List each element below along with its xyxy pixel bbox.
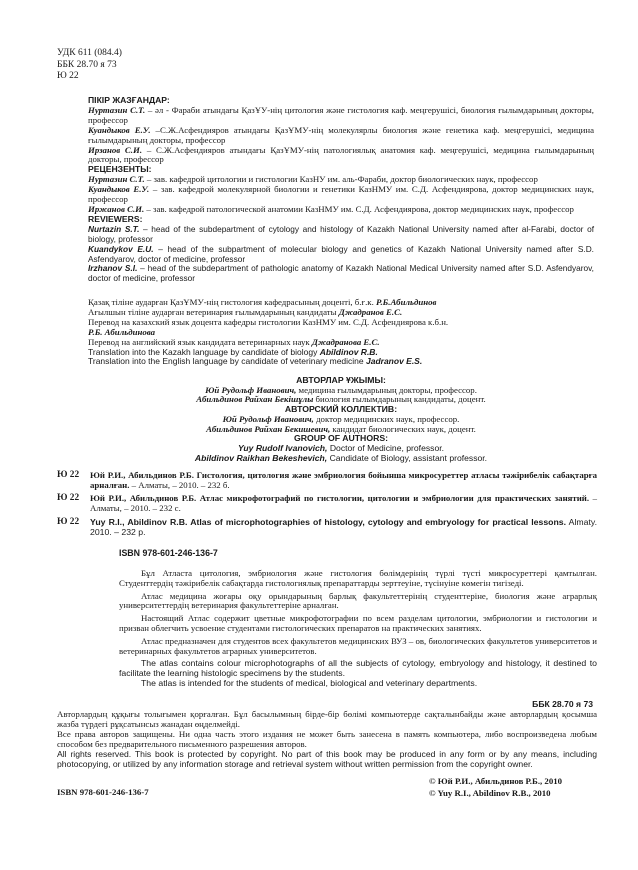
reviewer-name: Ирзанов С.И. bbox=[88, 144, 143, 155]
reviewer-text: – head of the subdepartment of pathologic anatomy of Kazakh National Medical University named after S.D. Asfendyarov, doctor of medicine, professor bbox=[88, 263, 594, 284]
author-text: медицина ғылымдарының докторы, профессор. bbox=[296, 384, 477, 395]
author-text: биология ғылымдарының кандидаты, доцент. bbox=[313, 394, 486, 405]
biblio-title: Юй Р.И., Абильдинов Р.Б. Атлас микрофотографий по гистологии, цитологии и эмбриологии для практических занятий. bbox=[90, 493, 590, 503]
reviewer-entry bbox=[88, 225, 594, 245]
reviewer-text: – head of the subpartment of molecular biology and genetics of Kazakh National University named after S.D. Asfendyarov, doctor of medicine, professor bbox=[88, 243, 594, 264]
author-text: кандидат биологических наук, доцент. bbox=[330, 423, 476, 434]
reviewers-section bbox=[88, 96, 594, 284]
translator-name: Джадранов Е.С. bbox=[338, 306, 403, 317]
reviewer-name: Нуртазин С.Т. bbox=[88, 174, 145, 185]
authors-heading-ru: АВТОРСКИЙ КОЛЛЕКТИВ: bbox=[284, 404, 398, 415]
author-mark: Ю 22 bbox=[57, 71, 79, 81]
author-name: Yuy Rudolf Ivanovich, bbox=[238, 442, 328, 453]
author-text: доктор медицинских наук, профессор. bbox=[313, 413, 460, 424]
abstract-paragraph: Атлас предназначен для студентов всех факультетов медицинских ВУЗ – ов, биологических факультетов университетов и ветеринарных факультетов аграрных университетов. bbox=[119, 635, 597, 656]
copyright-line-ru: © Юй Р.И., Абильдинов Р.Б., 2010 bbox=[429, 776, 563, 786]
biblio-code: Ю 22 bbox=[57, 470, 80, 480]
abstract-paragraph: Бұл Атласта цитология, эмбриология және гистология бөлімдерінің түрлі түсті микросуреттері қамтылған. Студенттердің тәжірибелік сабақтарда гистологиялық препараттарды зерттеуіне, түсінуіне көмегін тигізеді. bbox=[119, 568, 597, 588]
reviewer-text: – зав. кафедрой молекулярной биологии и генетики КазНМУ им. С.Д. Асфендиярова, доктор медицинских наук, профессор bbox=[88, 184, 594, 205]
copyright-notice bbox=[57, 710, 597, 769]
biblio-entry-en bbox=[57, 517, 597, 537]
translation-text: Translation into the Kazakh language by candidate of biology bbox=[88, 346, 320, 357]
copyright-text-en: All rights reserved. This book is protected by copyright. No part of this book may be produced in any form or by any means, including photocopying, or utilized by any information storage and retrieval system without written permission from the copyright owner. bbox=[57, 748, 597, 769]
biblio-entry-ru bbox=[57, 493, 597, 513]
authors-heading-en: GROUP OF AUTHORS: bbox=[293, 433, 389, 444]
biblio-title: Yuy R.I., Abildinov R.B. Atlas of microphotographies of histology, cytology and embryology for practical lessons. bbox=[90, 517, 567, 527]
abstract bbox=[119, 569, 597, 692]
reviewer-name: Куандыков Е.У. bbox=[88, 124, 151, 135]
reviewers-heading-kz: ПІКІР ЖАЗҒАНДАР: bbox=[88, 95, 170, 105]
author-entry bbox=[88, 454, 594, 464]
reviewers-heading-ru: РЕЦЕНЗЕНТЫ: bbox=[88, 164, 152, 175]
bbk-code-bottom: ББК 28.70 я 73 bbox=[532, 699, 593, 709]
reviewer-text: –С.Ж.Асфендияров атындағы ҚазҰМУ-нің молекулярлы биология және генетика каф. меңгерушісі, медицина ғылымдарының докторы, профессор bbox=[88, 124, 594, 145]
udk-code: УДК 611 (084.4) bbox=[57, 48, 122, 58]
author-text: Doctor of Medicine, professor. bbox=[327, 442, 444, 453]
catalog-header bbox=[57, 48, 122, 83]
authors-section bbox=[88, 376, 594, 463]
authors-heading-kz: АВТОРЛАР ҰЖЫМЫ: bbox=[296, 375, 386, 385]
reviewer-entry bbox=[88, 264, 594, 284]
reviewers-heading-en: REVIEWERS: bbox=[88, 213, 143, 224]
reviewer-text: – head of the subdepartment of cytology and histology of Kazakh National University named after al-Farabi, doctor of biology, professor bbox=[88, 223, 594, 244]
reviewer-entry bbox=[88, 146, 594, 166]
translation-text: Translation into the English language by candidate of veterinary medicine bbox=[88, 356, 366, 367]
reviewer-name: Иржанов С.И. bbox=[88, 203, 145, 214]
reviewer-entry bbox=[88, 245, 594, 265]
biblio-imprint: – Алматы, – 2010. – 232 с. bbox=[90, 493, 597, 513]
author-name: Abildinov Raikhan Bekeshevich, bbox=[194, 452, 328, 463]
translation-line bbox=[88, 357, 594, 367]
translator-name: Р.Б.Абильдинов bbox=[375, 297, 437, 307]
isbn-bottom: ISBN 978-601-246-136-7 bbox=[57, 787, 149, 797]
biblio-entry-kz bbox=[57, 470, 597, 490]
translator-name: Jadranov E.S. bbox=[366, 356, 423, 367]
translation-credits bbox=[88, 298, 594, 367]
author-name: Абильдинов Райхан Бекішұлы bbox=[196, 394, 314, 405]
translation-text: Қазақ тіліне аударған ҚазҰМУ-нің гистология кафедрасының доценті, б.ғ.к. bbox=[88, 297, 376, 307]
reviewer-name: Nurtazin S.T. bbox=[88, 223, 140, 234]
abstract-paragraph: Настоящий Атлас содержит цветные микрофотографии по всем разделам цитологии, эмбриологии и гистологии и призван облегчить усвоение студентами гистологических препаратов на практических занятиях. bbox=[119, 613, 597, 633]
reviewer-text: – С.Ж.Асфендияров атындағы ҚазҰМУ-нің патологиялық анатомия каф. меңгерушісі, медицина ғылымдарының докторы, профессор bbox=[88, 144, 594, 165]
biblio-imprint: – Алматы, – 2010. – 232 б. bbox=[129, 480, 230, 490]
reviewer-name: Куандыков Е.У. bbox=[88, 184, 150, 195]
author-name: Юй Рудольф Иванович, bbox=[205, 384, 297, 395]
abstract-paragraph: The atlas contains colour microphotographs of all the subjects of cytology, embryology and histology, it destined to facilitate the learning histologic specimens by the students. bbox=[119, 658, 597, 679]
reviewer-entry bbox=[88, 106, 594, 126]
reviewer-name: Irzhanov S.I. bbox=[88, 263, 138, 274]
biblio-title: Юй Р.И., Абильдинов Р.Б. Гистология, цитология және эмбриология бойынша микросуреттер атласы тәжірибелік сабақтарға арналған. bbox=[90, 470, 597, 490]
translator-name: Джадранова Е.С. bbox=[311, 336, 380, 347]
reviewer-entry bbox=[88, 126, 594, 146]
biblio-code: Ю 22 bbox=[57, 493, 80, 503]
abstract-paragraph: Атлас медицина жоғары оқу орындарының барлық факультеттерінің студенттеріне, биология және аграрлық университеттердің ветеринария факультеттеріне арналған. bbox=[119, 590, 597, 611]
author-name: Абильдинов Райхан Бекишевич, bbox=[206, 423, 331, 434]
translator-name: Abildinov R.B. bbox=[319, 346, 378, 357]
reviewer-text: – зав. кафедрой патологической анатомии КазНМУ им. С.Д. Асфендиярова, доктор медицинских наук, профессор bbox=[144, 203, 574, 214]
copyright-line-en: © Yuy R.I., Abildinov R.B., 2010 bbox=[429, 788, 551, 798]
abstract-paragraph: The atlas is intended for the students of medical, biological and veterinary departments. bbox=[141, 677, 478, 688]
biblio-imprint: Almaty. 2010. – 232 p. bbox=[90, 517, 597, 537]
translation-text: Перевод на английский язык кандидата ветеринарных наук bbox=[88, 336, 312, 347]
author-text: Candidate of Biology, assistant professor. bbox=[327, 452, 488, 463]
reviewer-text: – зав. кафедрой цитологии и гистологии КазНУ им. аль-Фараби, доктор биологических наук, профессор bbox=[144, 174, 538, 185]
reviewer-name: Нуртазин С.Т. bbox=[88, 104, 146, 115]
isbn: ISBN 978-601-246-136-7 bbox=[119, 548, 218, 558]
translation-text: Ағылшын тіліне аударған ветеринария ғылымдарының кандидаты bbox=[88, 306, 339, 317]
reviewer-name: Kuandykov E.U. bbox=[88, 243, 154, 254]
copyright-text-ru: Все права авторов защищены. Ни одна часть этого издания не может быть занесена в память компьютера, либо воспроизведена любым способом без предварительного письменного разрешения авторов. bbox=[57, 728, 597, 749]
reviewer-entry bbox=[88, 205, 594, 215]
biblio-code: Ю 22 bbox=[57, 517, 80, 527]
copyright-text-kz: Авторлардың құқығы толығымен қорғалған. Бұл басылымның бірде-бір бөлімі компьютерде сақталынбайды және авторлардың қосымша жазба түрдегі рұқсатынсыз жанадан өңделмейді. bbox=[57, 709, 597, 729]
bbk-code: ББК 28.70 я 73 bbox=[57, 59, 117, 70]
author-name: Юй Рудольф Иванович, bbox=[222, 413, 314, 424]
translation-line: Перевод на казахский язык доцента кафедры гистологии КазНМУ им. С.Д. Асфендиярова к.б.н. bbox=[88, 316, 449, 327]
reviewer-text: – әл - Фараби атындағы ҚазҰУ-нің цитология және гистология каф. меңгерушісі, биология ғылымдарының докторы, профессор bbox=[88, 104, 594, 125]
reviewer-entry bbox=[88, 185, 594, 205]
translator-name: Р.Б. Абильдинова bbox=[88, 326, 156, 337]
